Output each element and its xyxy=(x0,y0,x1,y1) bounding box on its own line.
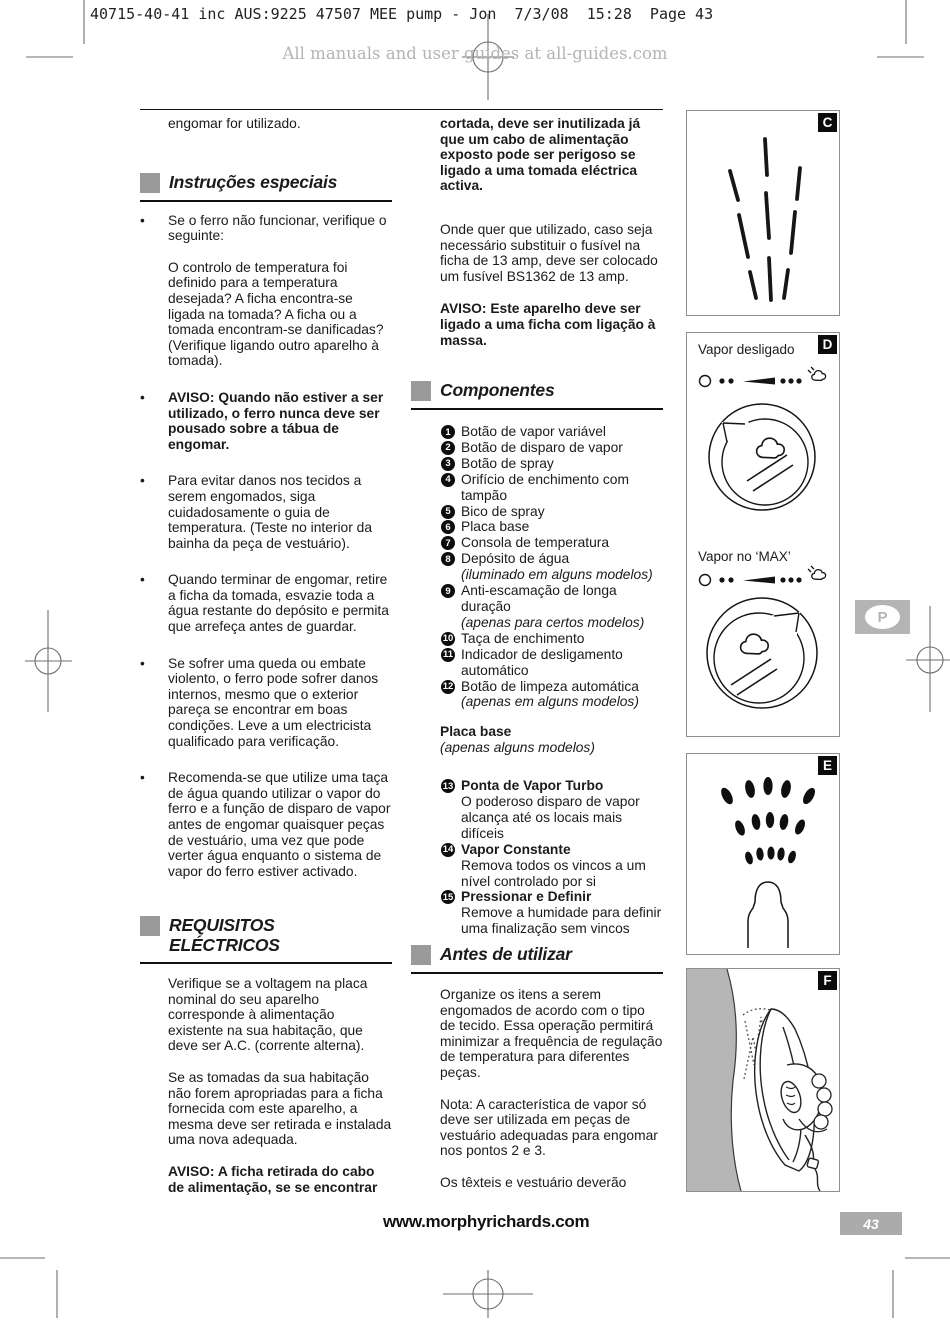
electrical-requirements-section xyxy=(140,915,392,1195)
p-badge xyxy=(855,600,910,634)
figure-f-vertical-steaming xyxy=(686,968,840,1192)
item-note: (apenas em alguns modelos) xyxy=(461,694,639,710)
p-badge-letter: P xyxy=(865,605,900,629)
section-title-line1: REQUISITOS xyxy=(169,915,275,935)
subsection-note: (apenas alguns modelos) xyxy=(440,740,595,756)
item-text: Taça de enchimento xyxy=(461,630,585,646)
iron-steaming-garment-illustration xyxy=(687,969,839,1191)
item-note: (iluminado em alguns modelos) xyxy=(461,567,653,583)
feature-description: O poderoso disparo de vapor alcança até os locais mais difíceis xyxy=(461,794,640,841)
component-item xyxy=(441,535,663,551)
bullet-text: AVISO: Quando não estiver a ser utilizado, o ferro nunca deve ser pousado sobre a tábua de engomar. xyxy=(168,389,384,452)
item-text xyxy=(461,889,663,937)
bullet-text: Se o ferro não funcionar, verifique o seguinte: xyxy=(168,212,387,244)
spray-illustration xyxy=(687,754,839,954)
list-item xyxy=(140,213,392,244)
caption-steam-off: Vapor desligado xyxy=(698,342,795,357)
component-item xyxy=(441,504,663,520)
bullet-text: Para evitar danos nos tecidos a serem engomados, siga cuidadosamente o guia de temperatura. (Teste no interior da bainha da peça de vestuário). xyxy=(168,473,372,551)
feature-title: Ponta de Vapor Turbo xyxy=(461,778,604,794)
component-item xyxy=(441,583,663,631)
item-text: Indicador de desligamento automático xyxy=(461,646,623,678)
caption-steam-max: Vapor no ‘MAX’ xyxy=(698,549,791,564)
bullet-icon: • xyxy=(140,473,145,489)
feature-title: Pressionar e Definir xyxy=(461,889,592,905)
item-text: Botão de spray xyxy=(461,455,554,471)
bullet-icon: • xyxy=(140,389,145,405)
left-column xyxy=(140,116,392,879)
figure-d-steam-dial xyxy=(686,332,840,737)
bullet-icon: • xyxy=(140,770,145,786)
section-title: Antes de utilizar xyxy=(440,944,572,964)
footer-url: www.morphyrichards.com xyxy=(383,1212,590,1231)
subsection-heading: Placa base xyxy=(440,724,512,740)
feature-item xyxy=(441,778,663,842)
item-text xyxy=(461,551,653,583)
bullet-icon: • xyxy=(140,212,145,228)
list-item xyxy=(140,770,392,879)
item-number-badge: 10 xyxy=(442,633,454,645)
paragraph: Os têxteis e vestuário deverão xyxy=(440,1174,627,1190)
dial-scale-max xyxy=(700,566,826,586)
middle-column-warnings xyxy=(411,116,663,348)
before-use-section xyxy=(411,944,663,1191)
item-text: Botão de vapor variável xyxy=(461,424,606,439)
section-title: Componentes xyxy=(440,380,555,400)
item-number-badge: 5 xyxy=(441,505,455,519)
soleplate-subsection xyxy=(440,724,663,756)
feature-description: Remove a humidade para definir uma finalização sem vincos xyxy=(461,905,662,937)
watermark: All manuals and user guides at all-guides.com xyxy=(282,44,668,63)
item-number-badge: 4 xyxy=(441,473,455,487)
warning-paragraph: AVISO: A ficha retirada do cabo de alimentação, se se encontrar xyxy=(168,1163,378,1195)
dial-scale-off xyxy=(700,367,826,387)
paragraph: Onde quer que utilizado, caso seja necessário substituir o fusível na ficha de 13 amp, deve ser colocado um fusível BS1362 de 13 amp. xyxy=(440,221,658,284)
item-number-badge: 3 xyxy=(441,457,455,471)
components-section xyxy=(411,380,663,937)
feature-item xyxy=(441,889,663,937)
section-header-electrical xyxy=(140,915,392,964)
paragraph: Organize os itens a serem engomados de acordo com o tipo de tecido. Essa operação permitirá minimizar a frequência de regulação de temperatura para diferentes peças. xyxy=(440,987,663,1080)
section-header-components xyxy=(411,380,663,410)
component-item xyxy=(441,456,663,472)
item-number-badge: 7 xyxy=(441,536,455,550)
figure-label: E xyxy=(818,756,837,775)
item-number-badge: 15 xyxy=(442,891,454,903)
component-item xyxy=(441,440,663,456)
item-number-badge: 13 xyxy=(442,780,454,792)
item-number-badge: 12 xyxy=(442,681,454,692)
item-note: (apenas para certos modelos) xyxy=(461,614,645,630)
item-number-badge: 8 xyxy=(441,552,455,566)
paragraph: Verifique se a voltagem na placa nominal do seu aparelho corresponde à alimentação existente na sua habitação, que deve ser A.C. (corrente alterna). xyxy=(168,976,368,1054)
component-item xyxy=(441,551,663,583)
features-list xyxy=(441,778,663,937)
section-marker-square xyxy=(140,173,160,193)
warning-paragraph: cortada, deve ser inutilizada já que um cabo de alimentação exposto pode ser perigoso se ligado a uma tomada eléctrica activa. xyxy=(440,116,641,194)
section-marker-square xyxy=(140,916,160,936)
component-item xyxy=(441,631,663,647)
feature-description: Remova todos os vincos a um nível controlado por si xyxy=(461,857,646,889)
components-list xyxy=(441,424,663,710)
item-text: Bico de spray xyxy=(461,503,545,519)
section-title-line2: ELÉCTRICOS xyxy=(169,935,280,955)
paragraph: Se as tomadas da sua habitação não forem apropriadas para a ficha fornecida com este aparelho, a mesma deve ser retirada e instalada uma nova adequada. xyxy=(168,1069,392,1148)
bullet-text: Quando terminar de engomar, retire a ficha da tomada, esvazie toda a água restante do depósito e permita que arrefeça antes de guardar. xyxy=(168,572,389,635)
item-text: Placa base xyxy=(461,519,530,535)
item-label: Depósito de água xyxy=(461,551,570,567)
bullet-text: Recomenda-se que utilize uma taça de água quando utilizar o vapor do ferro e a função de disparo de vapor antes de engomar quaisquer peças de vestuário, uma vez que pode verter água enquanto o sistema de vapor do ferro estiver activado. xyxy=(168,770,391,879)
list-item xyxy=(140,390,392,452)
section-marker-square xyxy=(411,381,431,401)
component-item xyxy=(441,424,663,440)
item-number-badge: 6 xyxy=(441,520,455,534)
item-text xyxy=(461,842,663,890)
section-marker-square xyxy=(411,945,431,965)
page-number-badge: 43 xyxy=(840,1212,902,1235)
item-number-badge: 9 xyxy=(441,584,455,598)
item-number-badge: 14 xyxy=(442,844,454,856)
steam-lines-illustration xyxy=(687,111,839,315)
list-item xyxy=(140,473,392,551)
paragraph: Nota: A característica de vapor só deve ser utilizada em peças de vestuário adequadas para engomar nos pontos 2 e 3. xyxy=(440,1096,658,1159)
section-header-special-instructions xyxy=(140,172,392,202)
component-item xyxy=(441,679,663,711)
bullet-text: Se sofrer uma queda ou embate violento, o ferro pode sofrer danos internos, mesmo que o exterior pareça se encontrar em boas condições. Leve a um electricista qualificado para verificação. xyxy=(168,655,379,749)
component-item xyxy=(441,519,663,535)
section-title: Instruções especiais xyxy=(169,171,338,192)
item-text xyxy=(461,679,639,711)
warning-paragraph: AVISO: Este aparelho deve ser ligado a uma ficha com ligação à massa. xyxy=(440,301,656,348)
section-header-before-use xyxy=(411,944,663,974)
list-item xyxy=(140,572,392,634)
bullet-icon: • xyxy=(140,655,145,671)
special-instructions-list xyxy=(140,213,392,880)
component-item xyxy=(441,472,663,504)
item-number-badge: 2 xyxy=(441,441,455,455)
figure-label: F xyxy=(818,971,837,990)
steam-dial-illustration xyxy=(687,333,839,736)
bullet-icon: • xyxy=(140,572,145,588)
figure-e-spray xyxy=(686,753,840,955)
component-item xyxy=(441,647,663,679)
feature-title: Vapor Constante xyxy=(461,841,571,857)
intro-text: engomar for utilizado. xyxy=(168,116,301,131)
list-item xyxy=(140,656,392,750)
section-title xyxy=(169,915,280,955)
item-text: Consola de temperatura xyxy=(461,535,610,551)
print-header: 40715-40-41 inc AUS:9225 47507 MEE pump - Jon 7/3/08 15:28 Page 43 xyxy=(90,5,714,23)
figure-c-steam-jets xyxy=(686,110,840,316)
item-number-badge: 11 xyxy=(442,649,454,661)
figure-label: C xyxy=(818,113,837,132)
feature-item xyxy=(441,842,663,890)
item-number-badge: 1 xyxy=(441,425,455,439)
item-label: Anti-escamação de longa duração xyxy=(461,583,617,614)
item-text xyxy=(461,583,663,631)
item-text xyxy=(461,778,663,842)
bullet-continuation: O controlo de temperatura foi definido para a temperatura desejada? A ficha encontra-se ligada na tomada? A ficha ou a tomada encontram-se danificadas? (Verifique ligando outro aparelho à tomada). xyxy=(168,259,384,369)
top-rule xyxy=(140,109,663,110)
item-text: Botão de disparo de vapor xyxy=(461,439,623,455)
item-label: Botão de limpeza automática xyxy=(461,678,639,694)
figure-label: D xyxy=(818,335,837,354)
item-text: Orifício de enchimento com tampão xyxy=(461,471,629,503)
